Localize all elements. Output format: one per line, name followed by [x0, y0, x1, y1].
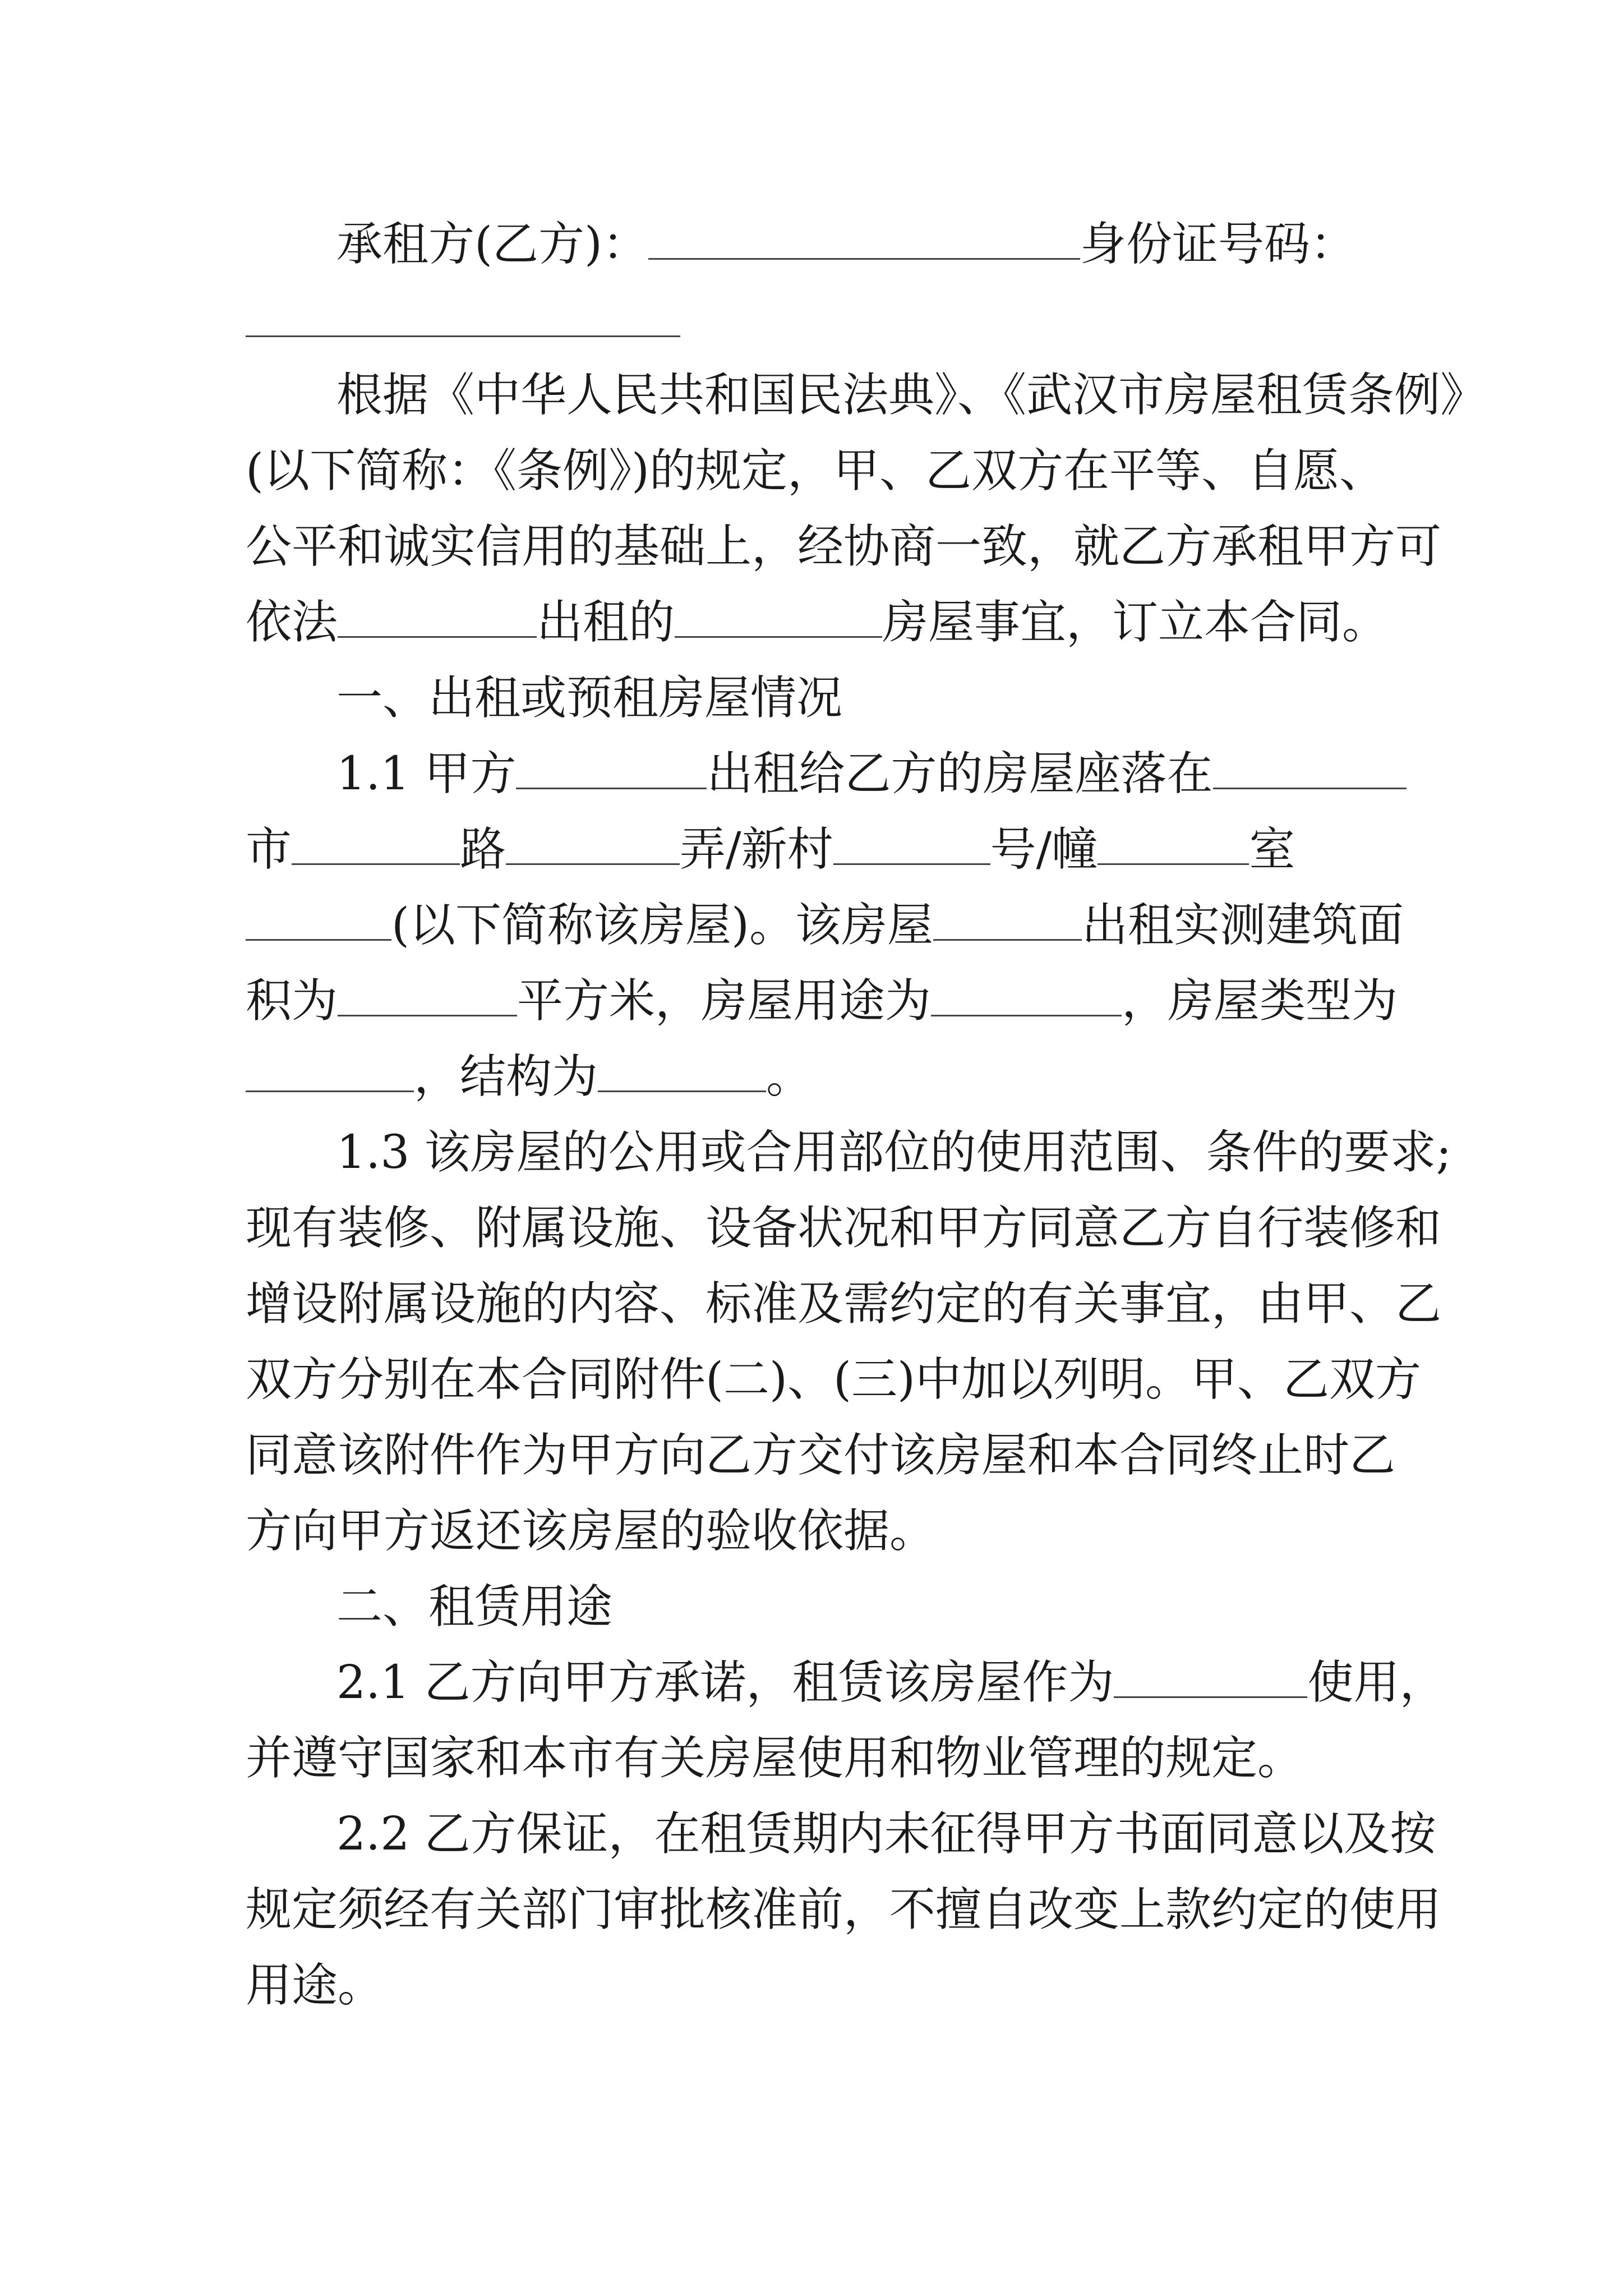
clause-1-3-line-3: 增设附属设施的内容、标准及需约定的有关事宜，由甲、乙 [246, 1277, 1442, 1331]
clause-text: 室 [1249, 823, 1295, 876]
clause-text: 路 [460, 823, 506, 876]
blank-field [246, 900, 391, 941]
clause-2-1-line-1 [336, 1655, 1446, 1711]
clause-2-1-line-2: 并遵守国家和本市有关房屋使用和物业管理的规定。 [246, 1732, 1304, 1785]
blank-field [675, 597, 882, 638]
clause-text: 出租给乙方的房屋座落在 [707, 747, 1213, 800]
blank-field [246, 1051, 414, 1092]
section-1-title: 一、出租或预租房屋情况 [336, 671, 843, 725]
clause-1-3-line-4: 双方分别在本合同附件(二)、(三)中加以列明。甲、乙双方 [246, 1353, 1421, 1406]
lessee-line [336, 217, 1356, 273]
section-2-title: 二、租赁用途 [336, 1580, 613, 1634]
blank-field [933, 900, 1082, 941]
clause-text: 市 [246, 823, 292, 876]
blank-field [506, 824, 680, 865]
clause-1-1-line-1 [336, 746, 1407, 802]
blank-field [1098, 824, 1249, 865]
blank-field [338, 597, 537, 638]
blank-field [1114, 1657, 1307, 1698]
preamble-line-1: 根据《中华人民共和国民法典》、《武汉市房屋租赁条例》 [336, 369, 1487, 422]
clause-1-1-line-2 [246, 822, 1295, 878]
clause-1-3-line-1: 1.3 该房屋的公用或合用部位的使用范围、条件的要求; [336, 1126, 1452, 1179]
blank-field [931, 976, 1122, 1016]
blank-field [1213, 748, 1407, 789]
blank-field [516, 748, 707, 789]
preamble-line-3: 公平和诚实信用的基础上，经协商一致，就乙方承租甲方可 [246, 520, 1442, 573]
clause-text: 积为 [246, 974, 338, 1028]
clause-text: ，房屋类型为 [1122, 974, 1398, 1028]
blank-field [292, 824, 460, 865]
lessee-name-blank [648, 219, 1080, 260]
clause-text: 弄/新村 [680, 823, 833, 876]
clause-text: ，结构为 [414, 1050, 598, 1103]
clause-text: 出租实测建筑面 [1081, 899, 1404, 952]
clause-2-2-line-3: 用途。 [246, 1959, 384, 2012]
preamble-text-c: 房屋事宜，订立本合同。 [882, 596, 1389, 649]
clause-1-3-line-5: 同意该附件作为甲方向乙方交付该房屋和本合同终止时乙 [246, 1429, 1396, 1482]
blank-field [598, 1051, 766, 1092]
clause-text: (以下简称该房屋)。该房屋 [391, 899, 933, 952]
clause-text: 1.1 甲方 [336, 747, 517, 800]
clause-1-1-line-4 [246, 973, 1398, 1029]
clause-text: 2.1 乙方向甲方承诺，租赁该房屋作为 [336, 1656, 1114, 1709]
clause-1-3-line-6: 方向甲方返还该房屋的验收依据。 [246, 1504, 936, 1558]
clause-1-1-line-5 [246, 1049, 812, 1105]
preamble-text-b: 出租的 [537, 596, 675, 649]
blank-field [338, 976, 517, 1016]
lessee-label: 承租方(乙方)： [336, 218, 648, 271]
clause-1-1-line-3 [246, 898, 1404, 954]
clause-text: 号/幢 [990, 823, 1098, 876]
id-number-label: 身份证号码： [1080, 218, 1356, 271]
preamble-line-2: (以下简称：《条例》)的规定，甲、乙双方在平等、自愿、 [246, 444, 1385, 498]
clause-2-2-line-1: 2.2 乙方保证，在租赁期内未征得甲方书面同意以及按 [336, 1807, 1436, 1861]
clause-2-2-line-2: 规定须经有关部门审批核准前，不擅自改变上款约定的使用 [246, 1883, 1442, 1936]
clause-text: 使用， [1307, 1656, 1446, 1709]
clause-1-3-line-2: 现有装修、附属设施、设备状况和甲方同意乙方自行装修和 [246, 1202, 1442, 1255]
clause-text: 。 [766, 1050, 813, 1103]
preamble-text-a: 依法 [246, 596, 338, 649]
preamble-line-4 [246, 595, 1388, 651]
id-number-blank [246, 335, 680, 337]
blank-field [833, 824, 990, 865]
clause-text: 平方米，房屋用途为 [517, 974, 932, 1028]
